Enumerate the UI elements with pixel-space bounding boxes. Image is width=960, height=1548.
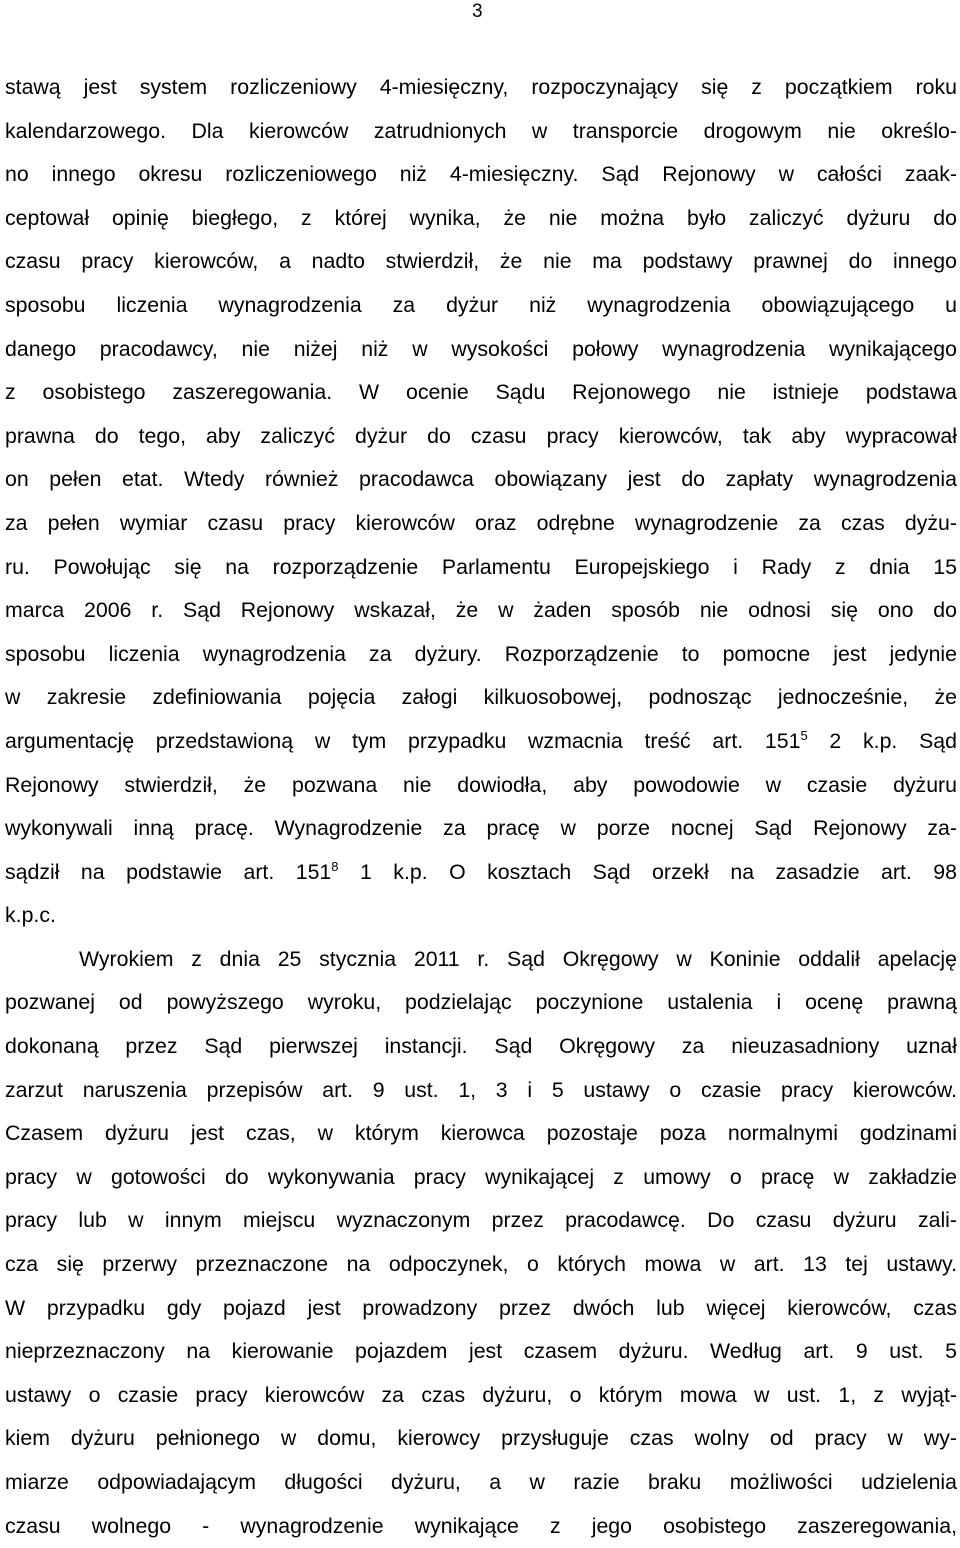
text-line-with-superscript [5, 851, 957, 895]
text-line: on pełen etat. Wtedy również pracodawca obowiązany jest do zapłaty wynagrodzenia [5, 467, 957, 492]
text-line: pracy w gotowości do wykonywania pracy wynikającej z umowy o pracę w zakładzie [5, 1164, 957, 1189]
page-number: 3 [472, 1, 483, 22]
text-line: za pełen wymiar czasu pracy kierowców oraz odrębne wynagrodzenie za czas dyżu- [5, 510, 957, 535]
superscript: 8 [331, 858, 339, 874]
text-line: wykonywali inną pracę. Wynagrodzenie za pracę w porze nocnej Sąd Rejonowy za- [5, 816, 957, 841]
text-line: ceptował opinię biegłego, z której wynika, że nie można było zaliczyć dyżuru do [5, 205, 957, 230]
text-line: k.p.c. [5, 903, 56, 928]
text-line: sposobu liczenia wynagrodzenia za dyżur niż wynagrodzenia obowiązującego u [5, 292, 957, 317]
text-line: prawna do tego, aby zaliczyć dyżur do czasu pracy kierowców, tak aby wypracował [5, 423, 957, 448]
text-line: pracy lub w innym miejscu wyznaczonym przez pracodawcę. Do czasu dyżuru zali- [5, 1208, 957, 1233]
text-line: no innego okresu rozliczeniowego niż 4-miesięczny. Sąd Rejonowy w całości zaak- [5, 162, 957, 187]
superscript: 5 [800, 727, 808, 743]
document-body [5, 66, 957, 1548]
text-segment: sądził na podstawie art. 151 [5, 859, 332, 884]
text-line: ru. Powołując się na rozporządzenie Parlamentu Europejskiego i Rady z dnia 15 [5, 554, 957, 579]
text-line: ustawy o czasie pracy kierowców za czas dyżuru, o którym mowa w ust. 1, z wyjąt- [5, 1382, 957, 1407]
text-line: stawą jest system rozliczeniowy 4-miesięczny, rozpoczynający się z początkiem roku [5, 75, 957, 99]
text-line: marca 2006 r. Sąd Rejonowy wskazał, że w żaden sposób nie odnosi się ono do [5, 598, 957, 623]
text-line: zarzut naruszenia przepisów art. 9 ust. 1, 3 i 5 ustawy o czasie pracy kierowców. [5, 1077, 957, 1102]
text-line-with-superscript [5, 720, 957, 764]
text-line: z osobistego zaszeregowania. W ocenie Sądu Rejonowego nie istnieje podstawa [5, 380, 957, 405]
text-line: Czasem dyżuru jest czas, w którym kierowca pozostaje poza normalnymi godzinami [5, 1121, 957, 1146]
text-line: kiem dyżuru pełnionego w domu, kierowcy przysługuje czas wolny od pracy w wy- [5, 1426, 957, 1451]
text-segment: 1 k.p. O kosztach Sąd orzekł na zasadzie art. 98 [338, 859, 957, 884]
text-line: kalendarzowego. Dla kierowców zatrudnionych w transporcie drogowym nie określo- [5, 118, 957, 143]
text-line: dokonaną przez Sąd pierwszej instancji. Sąd Okręgowy za nieuzasadniony uznał [5, 1034, 957, 1059]
paragraph-first-line: Wyrokiem z dnia 25 stycznia 2011 r. Sąd Okręgowy w Koninie oddalił apelację [79, 946, 957, 971]
text-line: w zakresie zdefiniowania pojęcia załogi kilkuosobowej, podnosząc jednocześnie, że [5, 685, 957, 710]
text-line: nieprzeznaczony na kierowanie pojazdem jest czasem dyżuru. Według art. 9 ust. 5 [5, 1339, 957, 1364]
text-line: miarze odpowiadającym długości dyżuru, a w razie braku możliwości udzielenia [5, 1470, 957, 1494]
text-line: danego pracodawcy, nie niżej niż w wysokości połowy wynagrodzenia wynikającego [5, 336, 957, 361]
text-line: cza się przerwy przeznaczone na odpoczynek, o których mowa w art. 13 tej ustawy. [5, 1252, 957, 1277]
text-segment: 2 k.p. Sąd [807, 728, 957, 753]
text-segment: argumentację przedstawioną w tym przypadku wzmacnia treść art. 151 [5, 728, 801, 753]
text-line: W przypadku gdy pojazd jest prowadzony przez dwóch lub więcej kierowców, czas [5, 1295, 957, 1320]
text-line: czasu pracy kierowców, a nadto stwierdził, że nie ma podstawy prawnej do innego [5, 249, 957, 274]
text-line: Rejonowy stwierdził, że pozwana nie dowiodła, aby powodowie w czasie dyżuru [5, 772, 957, 797]
text-line: czasu wolnego - wynagrodzenie wynikające z jego osobistego zaszeregowania, [5, 1513, 957, 1538]
text-line: sposobu liczenia wynagrodzenia za dyżury. Rozporządzenie to pomocne jest jedynie [5, 641, 957, 666]
text-line: pozwanej od powyższego wyroku, podzielając poczynione ustalenia i ocenę prawną [5, 990, 957, 1015]
